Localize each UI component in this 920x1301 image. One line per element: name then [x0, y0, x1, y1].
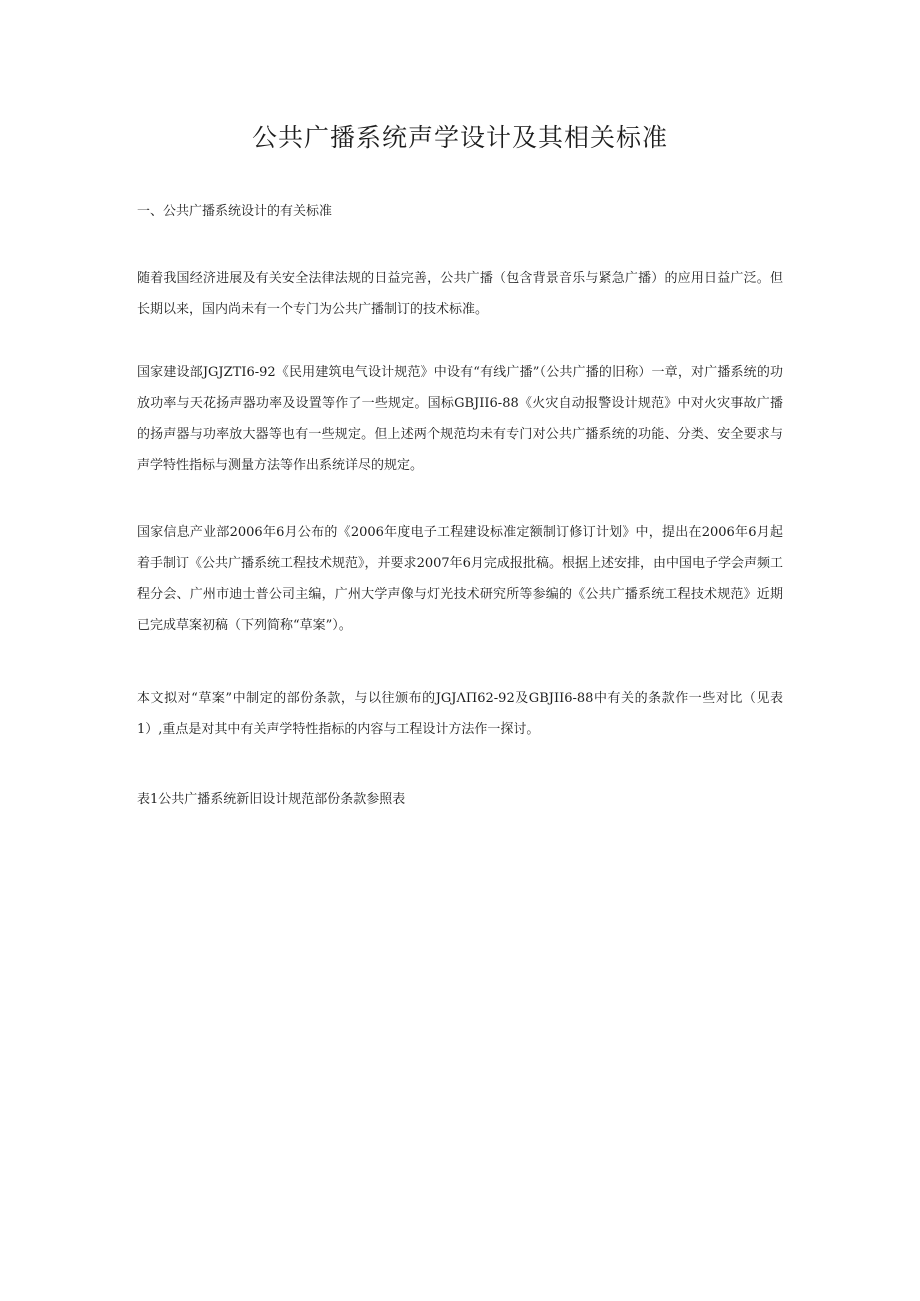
- paragraph-2: 国家建设部JGJZTI6-92《民用建筑电气设计规范》中设有“有线广播”（公共广播的旧称）一章，对广播系统的功放功率与天花扬声器功率及设置等作了一些规定。国标GBJII6-88《火灾自动报警设计规范》中对火灾事故广播的扬声器与功率放大器等也有一些规定。但上述两个规范均未有专门对公共广播系统的功能、分类、安全要求与声学特性指标与测量方法等作出系统详尽的规定。: [137, 365, 783, 473]
- table-caption: 表1公共广播系统新旧设计规范部份条款参照表: [137, 792, 406, 807]
- paragraph-4: 本文拟对“草案”中制定的部份条款，与以往颁布的JGJΛΠ62-92及GBJII6-88中有关的条款作一些对比（见表1）,重点是对其中有关声学特性指标的内容与工程设计方法作一探讨。: [137, 691, 783, 737]
- paragraph-3: 国家信息产业部2006年6月公布的《2006年度电子工程建设标准定额制订修订计划》中，提出在2006年6月起着手制订《公共广播系统工程技术规范》，并要求2007年6月完成报批稿。根据上述安排，由中国电子学会声频工程分会、广州市迪士普公司主编，广州大学声像与灯光技术研究所等参编的《公共广播系统工程技术规范》近期已完成草案初稿（下列简称“草案”）。: [137, 525, 783, 633]
- document-title: 公共广播系统声学设计及其相关标准: [251, 123, 668, 152]
- section-heading: 一、公共广播系统设计的有关标准: [137, 204, 333, 219]
- paragraph-1: 随着我国经济进展及有关安全法律法规的日益完善，公共广播（包含背景音乐与紧急广播）的应用日益广泛。但长期以来，国内尚未有一个专门为公共广播制订的技术标准。: [137, 271, 783, 317]
